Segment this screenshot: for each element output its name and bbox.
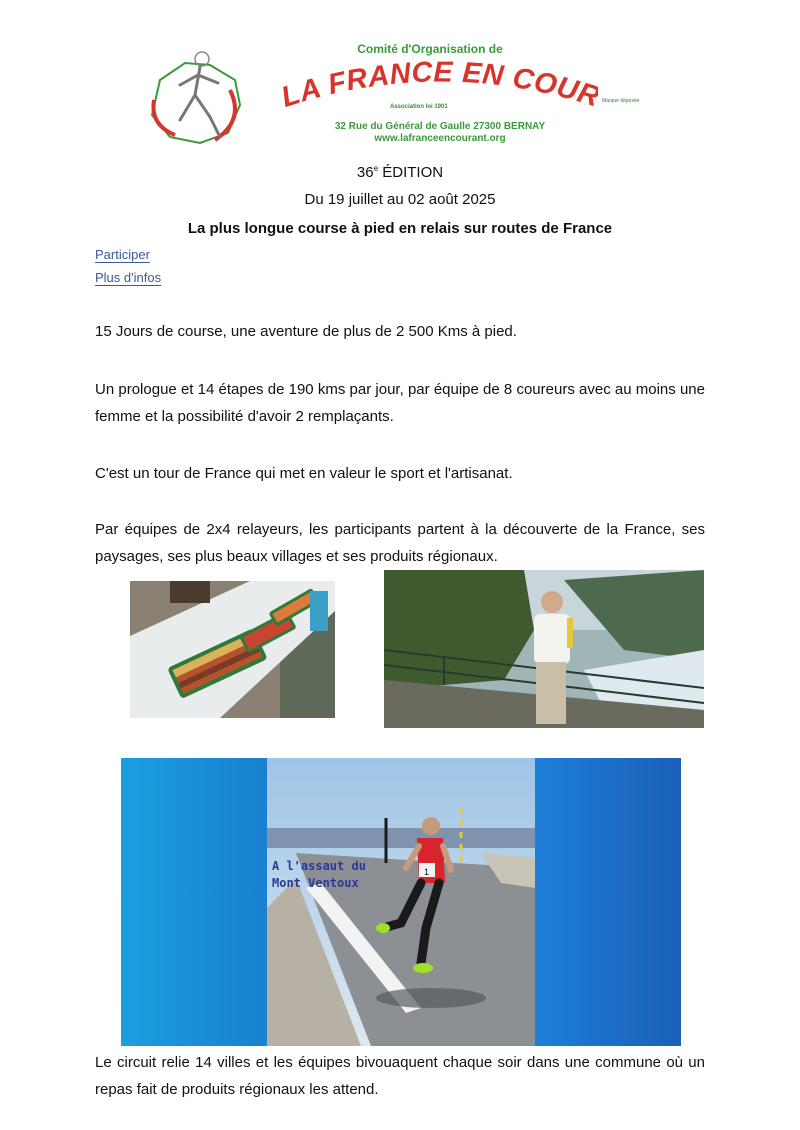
org-line: Comité d'Organisation de	[357, 42, 503, 56]
photo-regional-food	[130, 581, 335, 718]
paragraph-tour: C'est un tour de France qui met en valeur le sport et l'artisanat.	[95, 465, 513, 482]
photo-man-by-waterfall	[384, 570, 704, 728]
association-label: Association loi 1901	[390, 104, 448, 110]
paragraph-stages: Un prologue et 14 étapes de 190 kms par jour, par équipe de 8 coureurs avec au moins une femme et la possibilité d'avoir 2 remplaçants.	[95, 381, 705, 425]
plus-infos-link[interactable]: Plus d'infos	[95, 270, 162, 285]
paragraph-circuit: Le circuit relie 14 villes et les équipes bivouaquent chaque soir dans une commune où un repas fait de produits régionaux les attend.	[95, 1054, 705, 1098]
paragraph-duration: 15 Jours de course, une aventure de plus de 2 500 Kms à pied.	[95, 323, 517, 340]
caption-line-1: A l'assaut du	[272, 859, 366, 873]
brand-trademark: Marque déposée	[602, 98, 640, 104]
brand-name: LA FRANCE EN COU	[278, 56, 583, 114]
edition-title	[0, 164, 800, 181]
event-dates: Du 19 juillet au 02 août 2025	[304, 191, 496, 208]
edition-number: 36	[356, 164, 374, 181]
tagline: La plus longue course à pied en relais sur routes de France	[187, 220, 613, 237]
paragraph-teams: Par équipes de 2x4 relayeurs, les participants partent à la découverte de la France, ses paysages, ses plus beaux villages et ses produits régionaux.	[95, 521, 705, 565]
address-block	[305, 121, 575, 145]
website-line: www.lafranceencourant.org	[374, 133, 506, 144]
participer-link[interactable]: Participer	[95, 247, 150, 262]
runner-bib-number: 1	[424, 867, 430, 877]
edition-suffix: e	[373, 164, 379, 173]
edition-word: ÉDITION	[378, 164, 444, 181]
photo-mont-ventoux-runner	[121, 758, 681, 1046]
caption-line-2: Mont Ventoux	[272, 876, 359, 890]
logo-runner-figure	[140, 45, 250, 150]
address-line: 32 Rue du Général de Gaulle 27300 BERNAY	[334, 121, 546, 132]
ventoux-caption	[272, 858, 366, 892]
